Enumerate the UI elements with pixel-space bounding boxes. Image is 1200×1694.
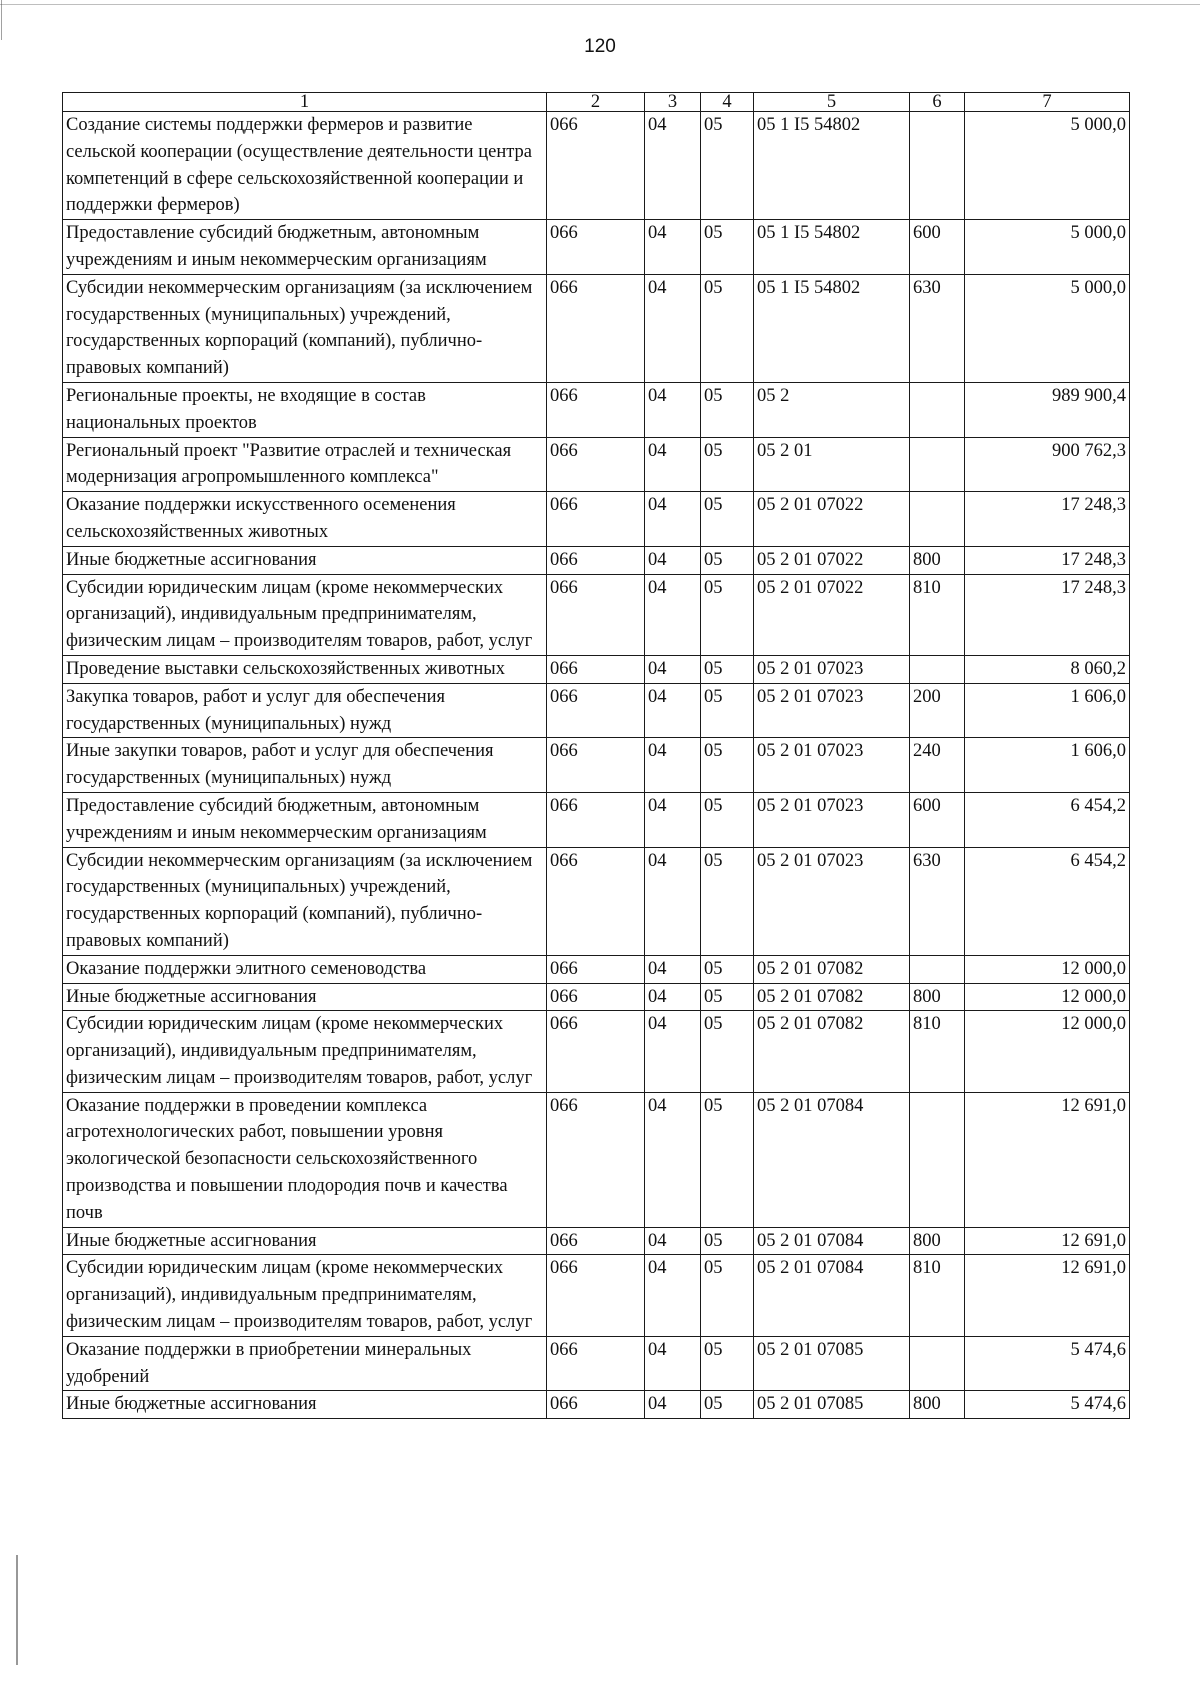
ministry-code: 066 <box>547 792 645 847</box>
row-description: Оказание поддержки искусственного осеменения сельскохозяйственных животных <box>63 492 547 547</box>
table-row <box>63 1011 1130 1092</box>
ministry-code: 066 <box>547 983 645 1011</box>
section-code: 04 <box>645 1011 701 1092</box>
target-article-code: 05 2 01 07023 <box>754 738 910 793</box>
section-code: 04 <box>645 1255 701 1336</box>
target-article-code: 05 2 01 07082 <box>754 955 910 983</box>
ministry-code: 066 <box>547 1011 645 1092</box>
row-description: Оказание поддержки в проведении комплекса агротехнологических работ, повышении уровня экологической безопасности сельскохозяйственного производства и повышении плодородия почв и качества почв <box>63 1092 547 1227</box>
amount: 5 474,6 <box>965 1336 1130 1391</box>
row-description: Создание системы поддержки фермеров и развитие сельской кооперации (осуществление деятельности центра компетенций в сфере сельскохозяйственной кооперации и поддержки фермеров) <box>63 112 547 220</box>
target-article-code: 05 2 01 <box>754 437 910 492</box>
target-article-code: 05 2 01 07022 <box>754 546 910 574</box>
section-code: 04 <box>645 983 701 1011</box>
amount: 5 000,0 <box>965 274 1130 382</box>
section-code: 04 <box>645 792 701 847</box>
section-code: 04 <box>645 574 701 655</box>
target-article-code: 05 2 01 07085 <box>754 1336 910 1391</box>
subsection-code: 05 <box>701 1391 754 1419</box>
ministry-code: 066 <box>547 683 645 738</box>
row-description: Субсидии юридическим лицам (кроме некоммерческих организаций), индивидуальным предпринимателям, физическим лицам – производителям товаров, работ, услуг <box>63 1011 547 1092</box>
table-row <box>63 112 1130 220</box>
ministry-code: 066 <box>547 274 645 382</box>
scan-edge-left <box>1 0 2 40</box>
ministry-code: 066 <box>547 1255 645 1336</box>
ministry-code: 066 <box>547 1336 645 1391</box>
section-code: 04 <box>645 220 701 275</box>
header-row <box>63 93 1130 112</box>
section-code: 04 <box>645 655 701 683</box>
section-code: 04 <box>645 492 701 547</box>
table-row <box>63 792 1130 847</box>
subsection-code: 05 <box>701 847 754 955</box>
amount: 12 691,0 <box>965 1255 1130 1336</box>
section-code: 04 <box>645 955 701 983</box>
table-row <box>63 1255 1130 1336</box>
table-row <box>63 847 1130 955</box>
table-row <box>63 382 1130 437</box>
target-article-code: 05 2 01 07084 <box>754 1227 910 1255</box>
scan-edge-top <box>0 4 1200 5</box>
subsection-code: 05 <box>701 738 754 793</box>
subsection-code: 05 <box>701 112 754 220</box>
row-description: Субсидии юридическим лицам (кроме некоммерческих организаций), индивидуальным предпринимателям, физическим лицам – производителям товаров, работ, услуг <box>63 574 547 655</box>
row-description: Иные бюджетные ассигнования <box>63 983 547 1011</box>
table-body <box>63 112 1130 1419</box>
table-row <box>63 1227 1130 1255</box>
subsection-code: 05 <box>701 1011 754 1092</box>
section-code: 04 <box>645 1092 701 1227</box>
table-row <box>63 220 1130 275</box>
section-code: 04 <box>645 847 701 955</box>
row-description: Иные бюджетные ассигнования <box>63 546 547 574</box>
table-row <box>63 683 1130 738</box>
expense-type-code <box>910 1336 965 1391</box>
row-description: Оказание поддержки элитного семеноводства <box>63 955 547 983</box>
target-article-code: 05 2 01 07084 <box>754 1092 910 1227</box>
subsection-code: 05 <box>701 655 754 683</box>
column-header: 5 <box>754 93 910 112</box>
section-code: 04 <box>645 738 701 793</box>
target-article-code: 05 2 01 07023 <box>754 847 910 955</box>
table-row <box>63 574 1130 655</box>
expense-type-code <box>910 655 965 683</box>
subsection-code: 05 <box>701 983 754 1011</box>
table-row <box>63 1391 1130 1419</box>
target-article-code: 05 2 01 07023 <box>754 655 910 683</box>
subsection-code: 05 <box>701 792 754 847</box>
amount: 1 606,0 <box>965 683 1130 738</box>
ministry-code: 066 <box>547 574 645 655</box>
row-description: Субсидии юридическим лицам (кроме некоммерческих организаций), индивидуальным предпринимателям, физическим лицам – производителям товаров, работ, услуг <box>63 1255 547 1336</box>
section-code: 04 <box>645 437 701 492</box>
expense-type-code <box>910 492 965 547</box>
row-description: Предоставление субсидий бюджетным, автономным учреждениям и иным некоммерческим организациям <box>63 220 547 275</box>
column-header: 3 <box>645 93 701 112</box>
table-row <box>63 983 1130 1011</box>
subsection-code: 05 <box>701 382 754 437</box>
subsection-code: 05 <box>701 437 754 492</box>
ministry-code: 066 <box>547 382 645 437</box>
ministry-code: 066 <box>547 955 645 983</box>
row-description: Субсидии некоммерческим организациям (за исключением государственных (муниципальных) учреждений, государственных корпораций (компаний), публично-правовых компаний) <box>63 847 547 955</box>
table-row <box>63 738 1130 793</box>
table-row <box>63 437 1130 492</box>
expense-type-code: 630 <box>910 847 965 955</box>
target-article-code: 05 1 I5 54802 <box>754 112 910 220</box>
amount: 12 000,0 <box>965 983 1130 1011</box>
amount: 5 474,6 <box>965 1391 1130 1419</box>
expense-type-code: 810 <box>910 1255 965 1336</box>
subsection-code: 05 <box>701 220 754 275</box>
table-row <box>63 546 1130 574</box>
expense-type-code: 240 <box>910 738 965 793</box>
ministry-code: 066 <box>547 546 645 574</box>
row-description: Закупка товаров, работ и услуг для обеспечения государственных (муниципальных) нужд <box>63 683 547 738</box>
section-code: 04 <box>645 1227 701 1255</box>
expense-type-code: 810 <box>910 574 965 655</box>
section-code: 04 <box>645 112 701 220</box>
ministry-code: 066 <box>547 492 645 547</box>
amount: 17 248,3 <box>965 546 1130 574</box>
column-header: 6 <box>910 93 965 112</box>
subsection-code: 05 <box>701 1227 754 1255</box>
amount: 989 900,4 <box>965 382 1130 437</box>
page-number: 120 <box>584 36 616 57</box>
section-code: 04 <box>645 382 701 437</box>
amount: 12 000,0 <box>965 1011 1130 1092</box>
expense-type-code: 800 <box>910 983 965 1011</box>
section-code: 04 <box>645 1391 701 1419</box>
amount: 8 060,2 <box>965 655 1130 683</box>
ministry-code: 066 <box>547 112 645 220</box>
budget-table <box>62 92 1130 1419</box>
target-article-code: 05 2 01 07022 <box>754 492 910 547</box>
amount: 12 691,0 <box>965 1227 1130 1255</box>
row-description: Субсидии некоммерческим организациям (за исключением государственных (муниципальных) учреждений, государственных корпораций (компаний), публично-правовых компаний) <box>63 274 547 382</box>
ministry-code: 066 <box>547 738 645 793</box>
ministry-code: 066 <box>547 1092 645 1227</box>
section-code: 04 <box>645 1336 701 1391</box>
row-description: Региональные проекты, не входящие в состав национальных проектов <box>63 382 547 437</box>
ministry-code: 066 <box>547 220 645 275</box>
section-code: 04 <box>645 683 701 738</box>
table-row <box>63 274 1130 382</box>
expense-type-code: 630 <box>910 274 965 382</box>
expense-type-code <box>910 382 965 437</box>
section-code: 04 <box>645 546 701 574</box>
expense-type-code: 600 <box>910 220 965 275</box>
expense-type-code: 810 <box>910 1011 965 1092</box>
ministry-code: 066 <box>547 1391 645 1419</box>
amount: 5 000,0 <box>965 220 1130 275</box>
target-article-code: 05 1 I5 54802 <box>754 274 910 382</box>
section-code: 04 <box>645 274 701 382</box>
row-description: Иные бюджетные ассигнования <box>63 1391 547 1419</box>
target-article-code: 05 2 01 07023 <box>754 792 910 847</box>
table-row <box>63 1092 1130 1227</box>
subsection-code: 05 <box>701 274 754 382</box>
table-row <box>63 655 1130 683</box>
amount: 17 248,3 <box>965 492 1130 547</box>
expense-type-code <box>910 955 965 983</box>
expense-type-code <box>910 112 965 220</box>
ministry-code: 066 <box>547 1227 645 1255</box>
row-description: Проведение выставки сельскохозяйственных животных <box>63 655 547 683</box>
subsection-code: 05 <box>701 492 754 547</box>
amount: 1 606,0 <box>965 738 1130 793</box>
scan-mark-left <box>16 1555 18 1665</box>
column-header: 4 <box>701 93 754 112</box>
expense-type-code: 800 <box>910 1391 965 1419</box>
amount: 12 000,0 <box>965 955 1130 983</box>
table-row <box>63 955 1130 983</box>
ministry-code: 066 <box>547 437 645 492</box>
column-header: 7 <box>965 93 1130 112</box>
row-description: Региональный проект "Развитие отраслей и техническая модернизация агропромышленного комплекса" <box>63 437 547 492</box>
target-article-code: 05 2 <box>754 382 910 437</box>
expense-type-code: 800 <box>910 546 965 574</box>
target-article-code: 05 2 01 07084 <box>754 1255 910 1336</box>
subsection-code: 05 <box>701 955 754 983</box>
table-row <box>63 492 1130 547</box>
subsection-code: 05 <box>701 683 754 738</box>
subsection-code: 05 <box>701 546 754 574</box>
target-article-code: 05 2 01 07085 <box>754 1391 910 1419</box>
row-description: Предоставление субсидий бюджетным, автономным учреждениям и иным некоммерческим организациям <box>63 792 547 847</box>
subsection-code: 05 <box>701 1092 754 1227</box>
expense-type-code <box>910 437 965 492</box>
row-description: Оказание поддержки в приобретении минеральных удобрений <box>63 1336 547 1391</box>
ministry-code: 066 <box>547 655 645 683</box>
target-article-code: 05 2 01 07082 <box>754 1011 910 1092</box>
expense-type-code: 800 <box>910 1227 965 1255</box>
expense-type-code: 600 <box>910 792 965 847</box>
subsection-code: 05 <box>701 1336 754 1391</box>
amount: 5 000,0 <box>965 112 1130 220</box>
target-article-code: 05 2 01 07082 <box>754 983 910 1011</box>
subsection-code: 05 <box>701 1255 754 1336</box>
target-article-code: 05 1 I5 54802 <box>754 220 910 275</box>
row-description: Иные бюджетные ассигнования <box>63 1227 547 1255</box>
target-article-code: 05 2 01 07023 <box>754 683 910 738</box>
column-header: 1 <box>63 93 547 112</box>
expense-type-code: 200 <box>910 683 965 738</box>
amount: 17 248,3 <box>965 574 1130 655</box>
amount: 12 691,0 <box>965 1092 1130 1227</box>
expense-type-code <box>910 1092 965 1227</box>
column-header: 2 <box>547 93 645 112</box>
target-article-code: 05 2 01 07022 <box>754 574 910 655</box>
amount: 6 454,2 <box>965 792 1130 847</box>
amount: 900 762,3 <box>965 437 1130 492</box>
subsection-code: 05 <box>701 574 754 655</box>
row-description: Иные закупки товаров, работ и услуг для обеспечения государственных (муниципальных) нужд <box>63 738 547 793</box>
table-row <box>63 1336 1130 1391</box>
amount: 6 454,2 <box>965 847 1130 955</box>
ministry-code: 066 <box>547 847 645 955</box>
